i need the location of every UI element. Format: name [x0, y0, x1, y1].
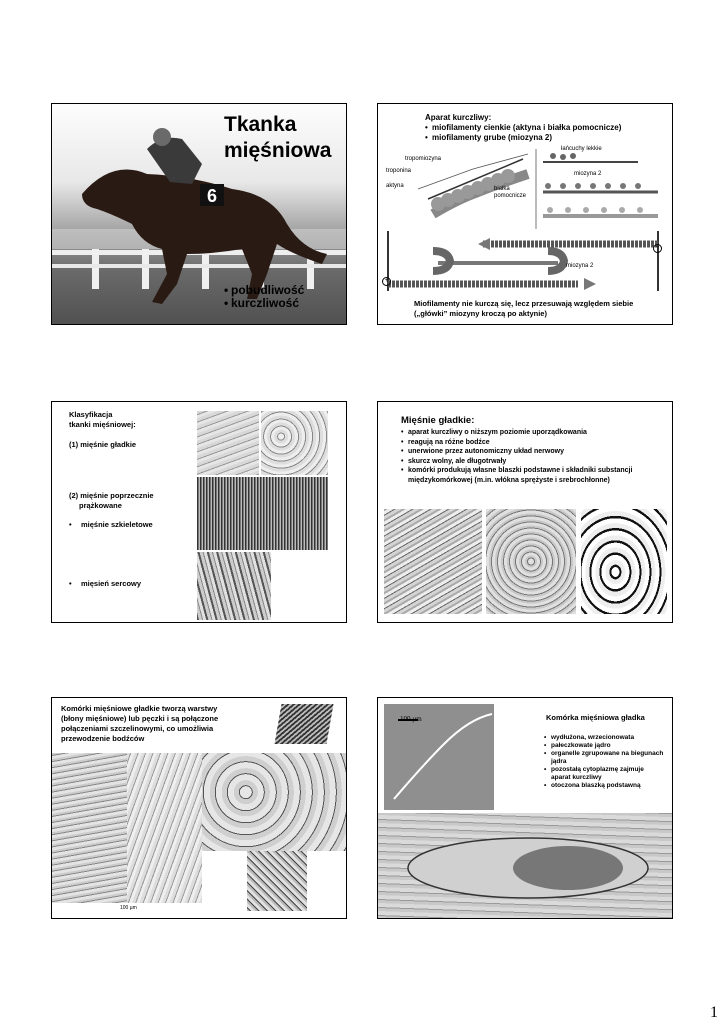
saddle-number: 6 — [207, 186, 218, 206]
slide3-heading — [69, 410, 136, 430]
slide-1 — [51, 103, 347, 325]
smooth-muscle-photo-3 — [581, 509, 667, 614]
item2-line-2: prążkowane — [79, 501, 122, 510]
smooth-muscle-micrograph-1 — [197, 411, 259, 475]
sub-skeletal — [69, 520, 153, 530]
sub-item-skeletal: • mięśnie szkieletowe — [69, 520, 153, 530]
muscle-bundle-3d-sketch — [274, 704, 333, 744]
sub-cardiac — [69, 579, 141, 589]
bullet-thin-filaments: • miofilamenty cienkie (aktyna i białka pomocnicze) — [425, 123, 665, 133]
label-tropomiozyna: tropomiozyna — [405, 156, 442, 162]
slide4-title: Mięśnie gładkie: — [401, 415, 475, 426]
title-line-1: Tkanka — [224, 113, 297, 136]
bullet-4: • komórki produkują własne blaszki podstawne i składniki substancji międzykomórkowej (m.in. włókna sprężyste i srebrochłonne) — [401, 466, 656, 485]
bullet-1: • pałeczkowate jądro — [544, 742, 664, 750]
label-miozyna-top: miozyna 2 — [574, 171, 602, 177]
class-item-1: (1) mięśnie gładkie — [69, 440, 137, 449]
slide6-title: Komórka mięśniowa gładka — [546, 713, 645, 722]
slide5-scale: 100 µm — [120, 905, 137, 911]
bullet-kurczliwosc: • kurczliwość — [224, 297, 304, 310]
sliding-filament-diagram — [378, 229, 673, 294]
bullet-pobudliwosc: • pobudliwość — [224, 284, 304, 297]
label-lancuchy-lekkie: łańcuchy lekkie — [561, 146, 602, 152]
slide5-text: Komórki mięśniowe gładkie tworzą warstwy (błony mięśniowe) lub pęczki i są połączone połączeniami szczelinowymi, co umożliwia przewodzenie bodźców — [61, 704, 219, 743]
bullet-2: • organelle zgrupowane na biegunach jądra — [544, 750, 664, 766]
plus-marker-left: + — [382, 277, 391, 286]
skeletal-muscle-micrograph — [197, 477, 328, 550]
muscle-layer-micrograph — [52, 753, 127, 903]
smooth-muscle-photo-2 — [486, 509, 576, 614]
label-miozyna-bottom: miozyna 2 — [566, 263, 594, 269]
bullet-3: • skurcz wolny, ale długotrwały — [401, 457, 656, 467]
slide-4 — [377, 401, 673, 623]
slide-2 — [377, 103, 673, 325]
bullet-1: • reagują na różne bodźce — [401, 438, 656, 448]
item2-line-1: (2) mięśnie poprzecznie — [69, 491, 154, 500]
slide-6 — [377, 697, 673, 919]
bullet-0: • wydłużona, wrzecionowata — [544, 734, 664, 742]
smooth-muscle-cell-electron-micrograph — [378, 813, 673, 919]
gap-junction-micrograph — [247, 851, 307, 911]
sub-item-cardiac: • mięsień sercowy — [69, 579, 141, 589]
page-number: 1 — [710, 1004, 718, 1021]
slide2-bullets — [425, 123, 665, 143]
slide6-scale: 100 µm — [400, 715, 422, 723]
label-bialka-pomocnicze: białka pomocnicze — [494, 186, 527, 199]
slide-3 — [51, 401, 347, 623]
heading-line-2: tkanki mięśniowej: — [69, 420, 136, 429]
slide4-bullets — [401, 428, 656, 485]
class-item-2 — [69, 491, 154, 511]
heading-line-1: Klasyfikacja — [69, 410, 113, 419]
electron-micrograph-cells — [202, 753, 347, 851]
plus-marker-right: + — [653, 244, 662, 253]
label-troponina: troponina — [386, 168, 412, 174]
smooth-muscle-photo-1 — [384, 509, 482, 614]
slide6-bullets — [544, 734, 664, 790]
bullet-4: • otoczona blaszką podstawną — [544, 782, 664, 790]
smooth-muscle-micrograph-2 — [261, 411, 328, 475]
slide1-bullets — [224, 284, 304, 310]
slide2-heading-block — [425, 113, 665, 143]
bullet-3: • pozostałą cytoplazmę zajmuje aparat kurczliwy — [544, 766, 664, 782]
slide1-title — [224, 112, 331, 164]
slide-5 — [51, 697, 347, 919]
bullet-thick-filaments: • miofilamenty grube (miozyna 2) — [425, 133, 665, 143]
bullet-2: • unerwione przez autonomiczny układ nerwowy — [401, 447, 656, 457]
label-aktyna: aktyna — [386, 183, 404, 189]
bullet-0: • aparat kurczliwy o niższym poziomie uporządkowania — [401, 428, 656, 438]
slide2-caption: Miofilamenty nie kurczą się, lecz przesuwają względem siebie („główki” miozyny kroczą po aktynie) — [414, 299, 634, 318]
title-line-2: mięśniowa — [224, 139, 332, 162]
slide2-heading: Aparat kurczliwy: — [425, 113, 492, 122]
cardiac-muscle-micrograph — [197, 552, 271, 620]
muscle-bundles-micrograph — [127, 753, 202, 903]
